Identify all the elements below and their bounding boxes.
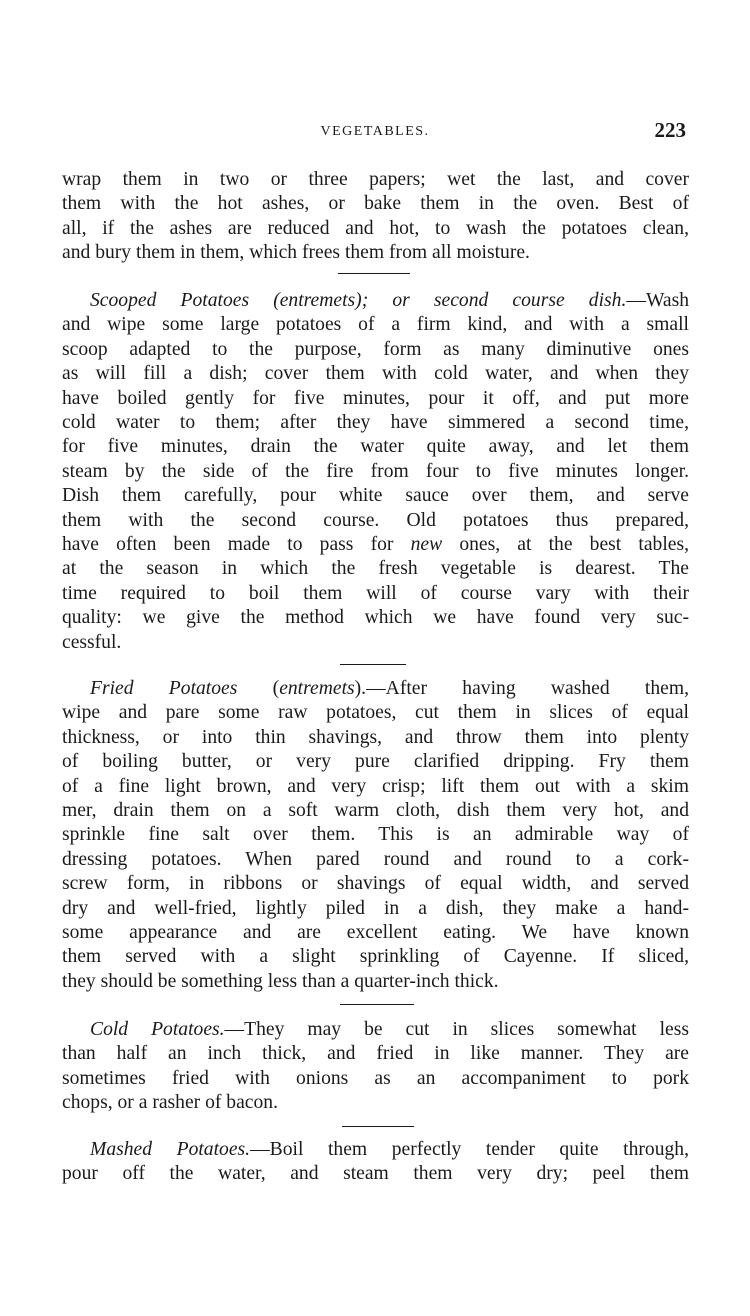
text-line: sometimes fried with onions as an accompaniment to pork bbox=[62, 1067, 689, 1089]
text-line: scoop adapted to the purpose, form as many diminutive ones bbox=[62, 338, 689, 360]
text-line: steam by the side of the fire from four to five minutes longer. bbox=[62, 460, 689, 482]
text-run: ones, at the best tables, bbox=[459, 534, 689, 556]
section-divider bbox=[340, 1004, 414, 1005]
text-line: some appearance and are excellent eating. We have known bbox=[62, 922, 689, 944]
recipe-subtitle: entremets bbox=[279, 678, 355, 699]
section-divider bbox=[340, 664, 406, 665]
text-run: —After having washed them, bbox=[366, 678, 689, 699]
recipe-title: Scooped Potatoes (entremets); or second course dish. bbox=[90, 290, 627, 311]
text-line: Dish them carefully, pour white sauce over them, and serve bbox=[62, 485, 689, 507]
text-line: dry and well-fried, lightly piled in a dish, they make a hand- bbox=[62, 897, 689, 919]
page-header bbox=[60, 118, 690, 148]
text-line: for five minutes, drain the water quite away, and let them bbox=[62, 436, 689, 458]
paragraph-fried-potatoes bbox=[62, 677, 689, 994]
text-line: dressing potatoes. When pared round and round to a cork- bbox=[62, 848, 689, 870]
text-line bbox=[62, 533, 689, 557]
text-line: wrap them in two or three papers; wet the last, and cover bbox=[62, 169, 689, 190]
text-line: and wipe some large potatoes of a firm kind, and with a small bbox=[62, 314, 689, 336]
text-line: and bury them in them, which frees them from all moisture. bbox=[62, 242, 530, 264]
text-line: them with the second course. Old potatoes thus prepared, bbox=[62, 509, 689, 531]
text-line: screw form, in ribbons or shavings of equal width, and served bbox=[62, 873, 689, 895]
text-line: wipe and pare some raw potatoes, cut them in slices of equal bbox=[62, 702, 689, 724]
text-line bbox=[62, 289, 689, 313]
text-run: —Wash bbox=[626, 290, 689, 311]
text-line: thickness, or into thin shavings, and throw them into plenty bbox=[62, 726, 689, 748]
text-line: than half an inch thick, and fried in like manner. They are bbox=[62, 1043, 689, 1065]
paragraph-cold-potatoes bbox=[62, 1018, 689, 1116]
text-line: chops, or a rasher of bacon. bbox=[62, 1092, 278, 1114]
text-line: them served with a slight sprinkling of Cayenne. If sliced, bbox=[62, 946, 689, 968]
paragraph-mashed-potatoes bbox=[62, 1138, 689, 1187]
text-line: of boiling butter, or very pure clarified dripping. Fry them bbox=[62, 751, 689, 773]
text-line bbox=[62, 677, 689, 701]
text-line: quality: we give the method which we have found very suc- bbox=[62, 607, 689, 629]
text-line: time required to boil them will of course vary with their bbox=[62, 582, 689, 604]
section-divider bbox=[342, 1126, 414, 1127]
text-run: have often been made to pass for bbox=[62, 534, 394, 556]
text-line bbox=[62, 1018, 689, 1042]
text-line bbox=[62, 1138, 689, 1162]
text-run: ( bbox=[272, 678, 280, 699]
text-run: —They may be cut in slices somewhat less bbox=[224, 1019, 689, 1040]
text-line: sprinkle fine salt over them. This is an admirable way of bbox=[62, 824, 689, 846]
text-line: cold water to them; after they have simmered a second time, bbox=[62, 412, 689, 434]
text-line: as will fill a dish; cover them with cold water, and when they bbox=[62, 363, 689, 385]
text-line: mer, drain them on a soft warm cloth, dish them very hot, and bbox=[62, 800, 689, 822]
running-head: VEGETABLES. bbox=[320, 124, 430, 139]
text-line: at the season in which the fresh vegetable is dearest. The bbox=[62, 558, 689, 580]
text-line: cessful. bbox=[62, 631, 122, 653]
recipe-title: Fried Potatoes bbox=[90, 678, 238, 699]
page-number: 223 bbox=[654, 118, 686, 142]
paragraph-scooped-potatoes bbox=[62, 289, 689, 655]
paragraph-intro bbox=[62, 168, 689, 266]
text-line: of a fine light brown, and very crisp; lift them out with a skim bbox=[62, 775, 689, 797]
text-line: they should be something less than a quarter-inch thick. bbox=[62, 970, 499, 992]
recipe-title: Mashed Potatoes. bbox=[90, 1139, 251, 1160]
text-line: pour off the water, and steam them very dry; peel them bbox=[62, 1163, 689, 1185]
text-run: ). bbox=[354, 678, 367, 699]
recipe-title: Cold Potatoes. bbox=[90, 1019, 225, 1040]
text-line: all, if the ashes are reduced and hot, to wash the potatoes clean, bbox=[62, 217, 689, 239]
text-run: —Boil them perfectly tender quite through, bbox=[250, 1139, 689, 1160]
text-line: have boiled gently for five minutes, pour it off, and put more bbox=[62, 387, 689, 409]
italic-word: new bbox=[410, 534, 443, 556]
section-divider bbox=[338, 273, 410, 274]
text-line: them with the hot ashes, or bake them in the oven. Best of bbox=[62, 193, 689, 215]
